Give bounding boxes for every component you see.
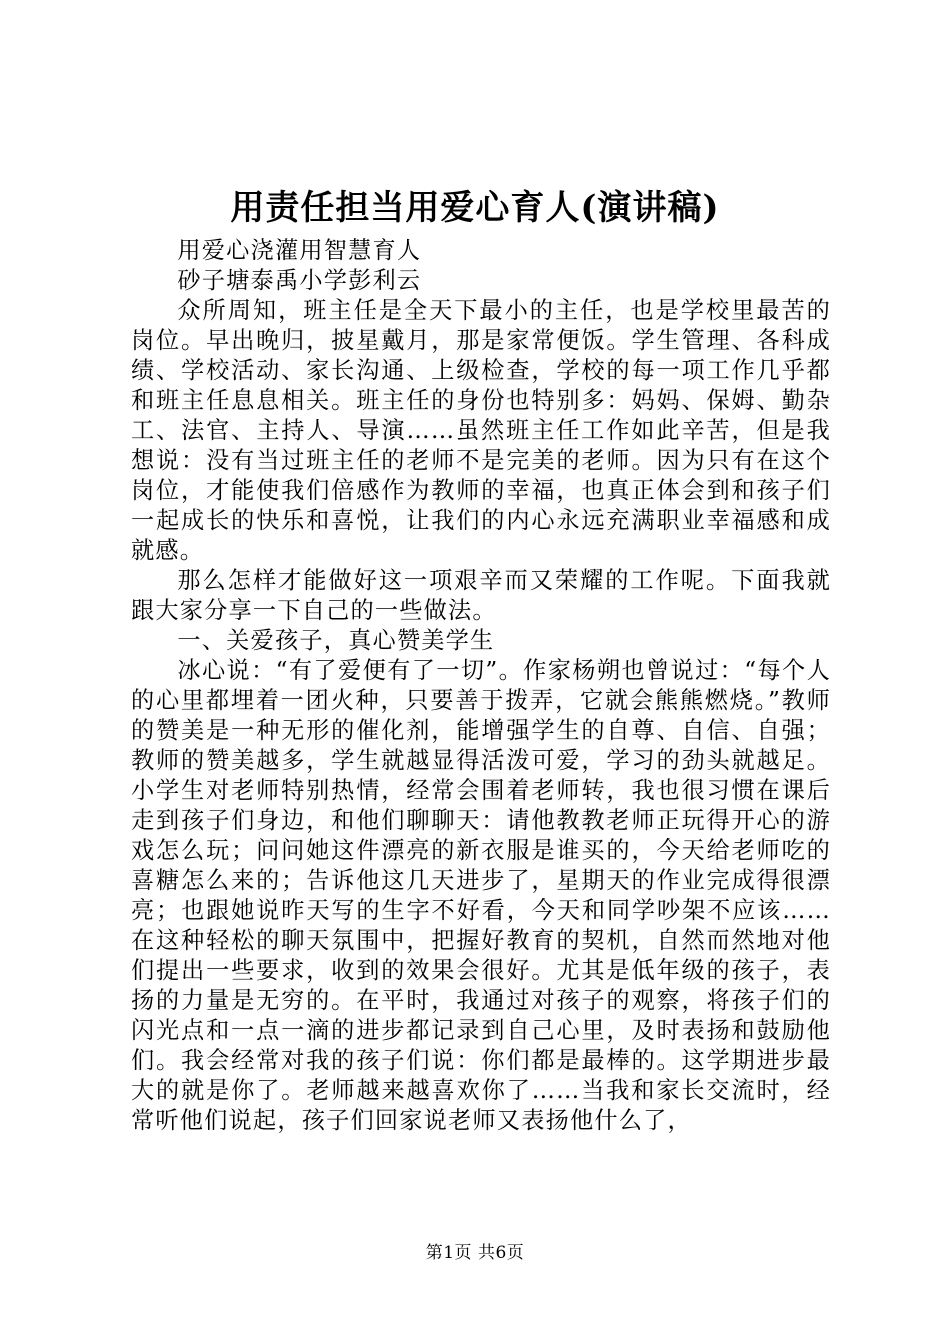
author-line: 砂子塘泰禹小学彭利云: [177, 267, 422, 294]
section-heading-1: 一、关爱孩子，真心赞美学生: [177, 627, 495, 654]
paragraph-transition: 那么怎样才能做好这一项艰辛而又荣耀的工作呢。下面我就跟大家分享一下自己的一些做法。: [131, 567, 831, 624]
page-indicator: 第1页 共6页: [425, 1243, 525, 1263]
document-subtitle: 用爱心浇灌用智慧育人: [177, 237, 422, 264]
paragraph-intro: 众所周知，班主任是全天下最小的主任，也是学校里最苦的岗位。早出晚归，披星戴月，那是家常便饭。学生管理、各科成绩、学校活动、家长沟通、上级检查，学校的每一项工作几乎都和班主任息息相关。班主任的身份也特别多：妈妈、保姆、勤杂工、法官、主持人、导演……虽然班主任工作如此辛苦，但是我想说：没有当过班主任的老师不是完美的老师。因为只有在这个岗位，才能使我们倍感作为教师的幸福，也真正体会到和孩子们一起成长的快乐和喜悦，让我们的内心永远充满职业幸福感和成就感。: [131, 297, 831, 564]
document-body: [131, 236, 831, 1136]
document-title: 用责任担当用爱心育人(演讲稿): [230, 188, 720, 228]
paragraph-praise: 冰心说：“有了爱便有了一切”。作家杨朔也曾说过：“每个人的心里都埋着一团火种，只要善于拨弄，它就会熊熊燃烧。”教师的赞美是一种无形的催化剂，能增强学生的自尊、自信、自强；教师的赞美越多，学生就越显得活泼可爱，学习的劲头就越足。小学生对老师特别热情，经常会围着老师转，我也很习惯在课后走到孩子们身边，和他们聊聊天：请他教教老师正玩得开心的游戏怎么玩；问问她这件漂亮的新衣服是谁买的，今天给老师吃的喜糖怎么来的；告诉他这几天进步了，星期天的作业完成得很漂亮；也跟她说昨天写的生字不好看，今天和同学吵架不应该……在这种轻松的聊天氛围中，把握好教育的契机，自然而然地对他们提出一些要求，收到的效果会很好。尤其是低年级的孩子，表扬的力量是无穷的。在平时，我通过对孩子的观察，将孩子们的闪光点和一点一滴的进步都记录到自己心里，及时表扬和鼓励他们。我会经常对我的孩子们说：你们都是最棒的。这学期进步最大的就是你了。老师越来越喜欢你了……当我和家长交流时，经常听他们说起，孩子们回家说老师又表扬他什么了，: [131, 657, 831, 1134]
